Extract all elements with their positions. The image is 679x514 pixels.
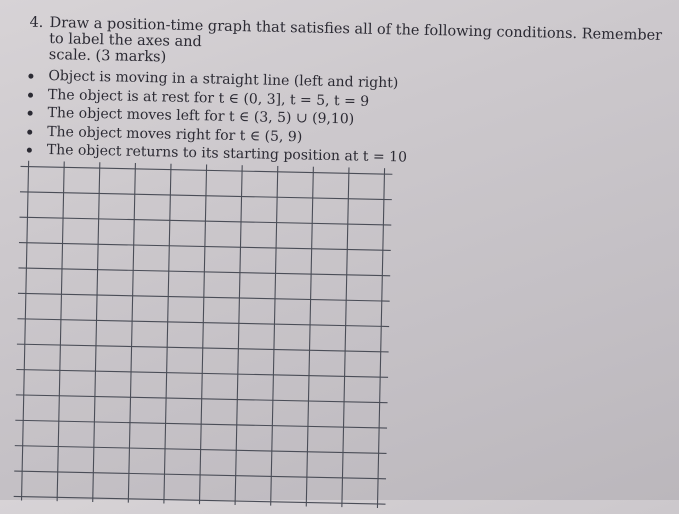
grid-vertical-line — [164, 164, 171, 504]
conditions-list — [27, 67, 669, 173]
bullet-icon — [27, 129, 32, 134]
grid-vertical-line — [342, 167, 349, 507]
condition-item: The object returns to its starting position at t = 10 — [27, 141, 667, 173]
grid-vertical-line — [271, 166, 278, 506]
condition-item: Object is moving in a straight line (left and right) — [28, 67, 668, 99]
bullet-icon — [28, 92, 33, 97]
grid-vertical-line — [128, 163, 135, 503]
question-text-continued: scale. (3 marks) — [48, 47, 167, 66]
graph-paper-grid[interactable] — [14, 160, 393, 508]
question-number: 4. — [29, 14, 44, 31]
bullet-icon — [28, 74, 33, 79]
bullet-icon — [28, 111, 33, 116]
grid-vertical-line — [377, 168, 384, 508]
grid-vertical-line — [57, 161, 64, 501]
condition-item: The object moves right for t ∈ (5, 9) — [27, 122, 667, 154]
question-block — [27, 15, 670, 173]
condition-item: The object is at rest for t ∈ (0, 3], t = 5, t = 9 — [28, 85, 668, 117]
grid-vertical-line — [93, 162, 100, 502]
grid-vertical-line — [22, 161, 29, 501]
condition-item: The object moves left for t ∈ (3, 5) ∪ (9,10) — [27, 104, 667, 136]
grid-vertical-line — [199, 164, 206, 504]
question-text: Draw a position-time graph that satisfies all of the following conditions. Remember to label the axes and — [49, 15, 663, 51]
grid-vertical-line — [235, 165, 242, 505]
grid-vertical-line — [306, 167, 313, 507]
bullet-icon — [27, 148, 32, 153]
